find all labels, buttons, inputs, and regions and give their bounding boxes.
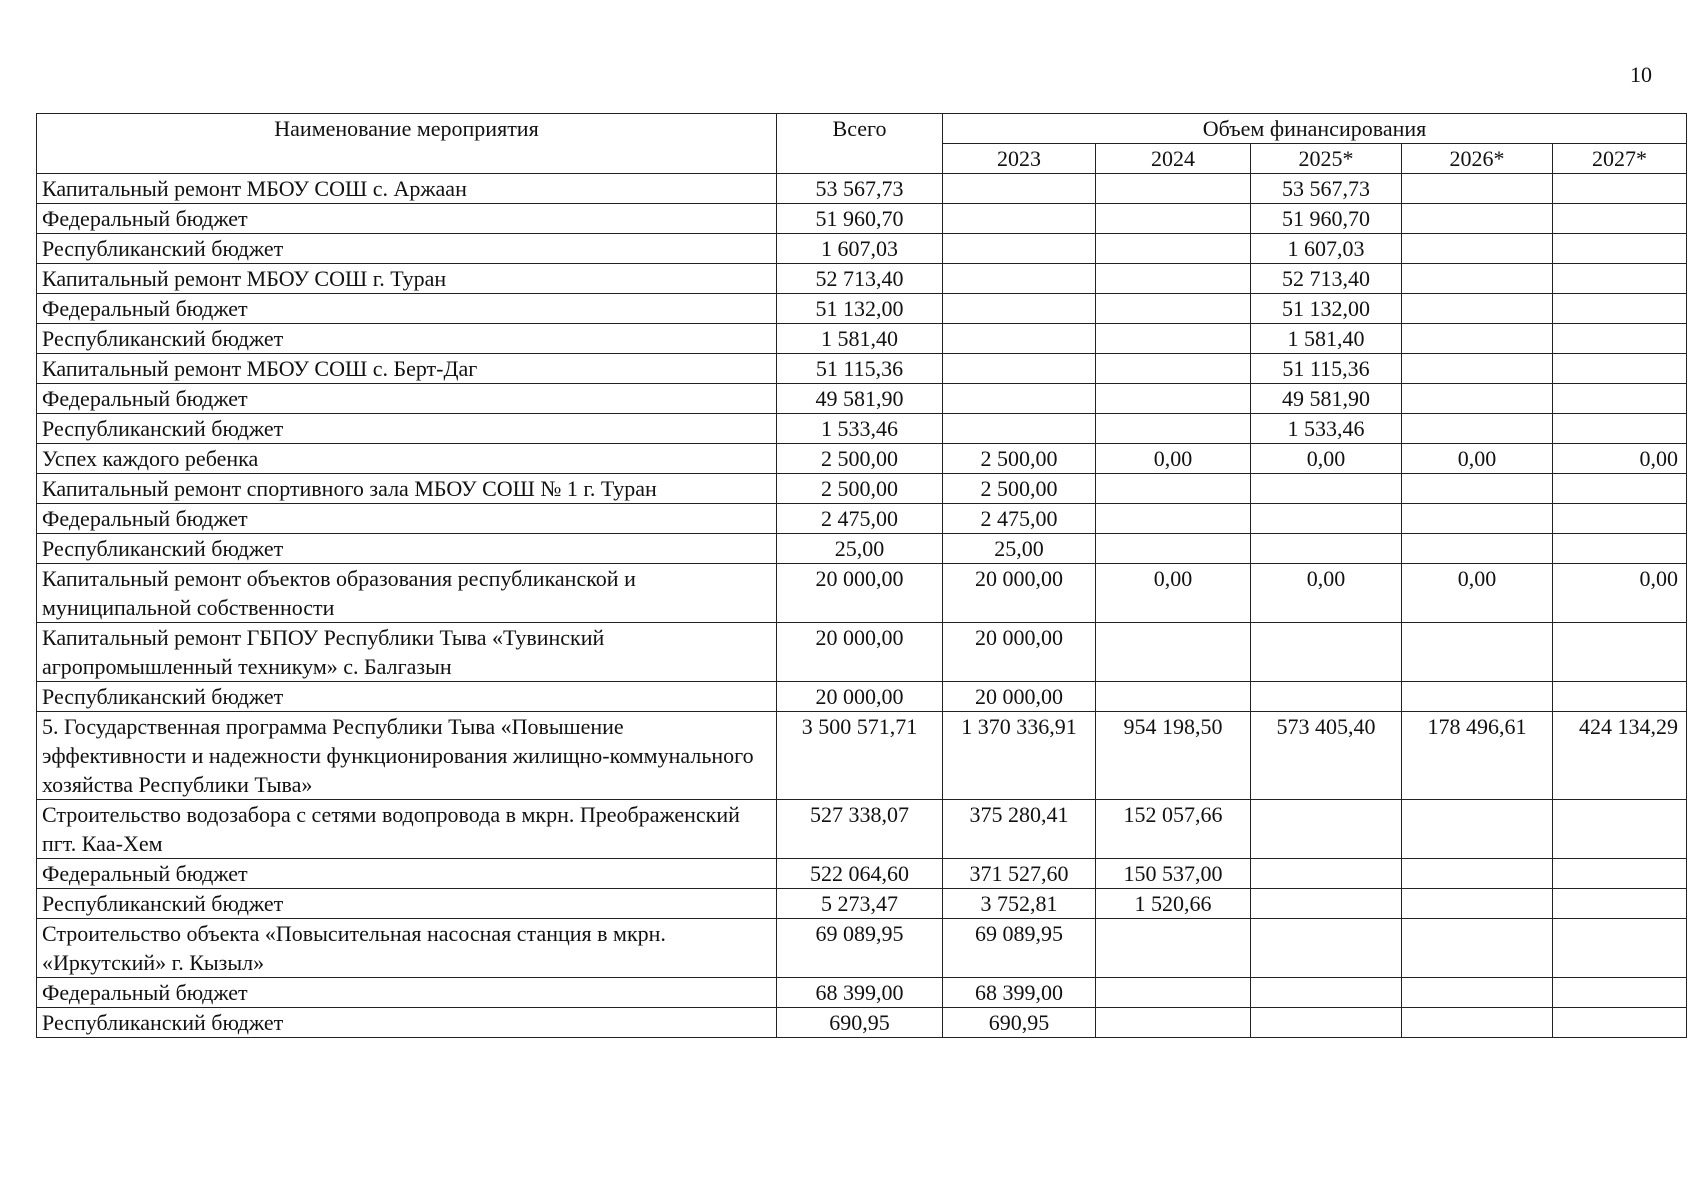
row-2025 (1251, 474, 1402, 504)
table-row (37, 294, 1687, 324)
row-total: 25,00 (777, 534, 943, 564)
row-name: Капитальный ремонт МБОУ СОШ г. Туран (37, 264, 777, 294)
row-total: 53 567,73 (777, 174, 943, 204)
row-2027: 0,00 (1553, 564, 1687, 623)
row-2026: 0,00 (1402, 564, 1553, 623)
row-name: Республиканский бюджет (37, 889, 777, 919)
row-2023: 20 000,00 (943, 623, 1096, 682)
row-name: Капитальный ремонт ГБПОУ Республики Тыва «Тувинский агропромышленный техникум» с. Балгазын (37, 623, 777, 682)
table-row (37, 384, 1687, 414)
row-2023 (943, 264, 1096, 294)
row-total: 68 399,00 (777, 978, 943, 1008)
row-2027 (1553, 978, 1687, 1008)
row-2027: 424 134,29 (1553, 712, 1687, 800)
row-name: Строительство водозабора с сетями водопровода в мкрн. Преображенский пгт. Каа-Хем (37, 800, 777, 859)
row-2023: 1 370 336,91 (943, 712, 1096, 800)
row-2025: 51 132,00 (1251, 294, 1402, 324)
row-name: Республиканский бюджет (37, 534, 777, 564)
row-2026 (1402, 264, 1553, 294)
header-total: Всего (777, 114, 943, 174)
row-2025: 51 115,36 (1251, 354, 1402, 384)
row-total: 2 500,00 (777, 444, 943, 474)
row-2027 (1553, 204, 1687, 234)
row-2025: 0,00 (1251, 444, 1402, 474)
row-total: 51 115,36 (777, 354, 943, 384)
row-2026 (1402, 504, 1553, 534)
table-row (37, 919, 1687, 978)
row-name: 5. Государственная программа Республики Тыва «Повышение эффективности и надежности функционирования жилищно-коммунального хозяйства Республики Тыва» (37, 712, 777, 800)
row-2025: 53 567,73 (1251, 174, 1402, 204)
row-2026 (1402, 414, 1553, 444)
row-2026: 178 496,61 (1402, 712, 1553, 800)
row-2023: 371 527,60 (943, 859, 1096, 889)
row-2027: 0,00 (1553, 444, 1687, 474)
row-2023: 2 475,00 (943, 504, 1096, 534)
row-name: Федеральный бюджет (37, 859, 777, 889)
row-total: 20 000,00 (777, 682, 943, 712)
row-2026 (1402, 534, 1553, 564)
row-2025: 1 581,40 (1251, 324, 1402, 354)
row-total: 52 713,40 (777, 264, 943, 294)
row-2026 (1402, 978, 1553, 1008)
header-year-2025: 2025* (1251, 144, 1402, 174)
table-row (37, 712, 1687, 800)
row-2024 (1096, 1008, 1251, 1038)
row-2024: 0,00 (1096, 564, 1251, 623)
table-row (37, 800, 1687, 859)
header-year-2024: 2024 (1096, 144, 1251, 174)
row-2027 (1553, 294, 1687, 324)
header-year-2026: 2026* (1402, 144, 1553, 174)
row-2027 (1553, 534, 1687, 564)
row-name: Строительство объекта «Повысительная насосная станция в мкрн. «Иркутский» г. Кызыл» (37, 919, 777, 978)
row-2024 (1096, 474, 1251, 504)
row-2027 (1553, 504, 1687, 534)
row-2025 (1251, 1008, 1402, 1038)
row-name: Республиканский бюджет (37, 1008, 777, 1038)
row-2024 (1096, 682, 1251, 712)
financing-table (36, 113, 1687, 1038)
row-2027 (1553, 324, 1687, 354)
row-total: 1 581,40 (777, 324, 943, 354)
row-name: Федеральный бюджет (37, 504, 777, 534)
row-2026 (1402, 919, 1553, 978)
row-total: 20 000,00 (777, 623, 943, 682)
row-name: Капитальный ремонт МБОУ СОШ с. Аржаан (37, 174, 777, 204)
row-2024 (1096, 174, 1251, 204)
row-total: 51 132,00 (777, 294, 943, 324)
row-2023 (943, 324, 1096, 354)
row-2024 (1096, 324, 1251, 354)
row-name: Республиканский бюджет (37, 414, 777, 444)
row-2025 (1251, 682, 1402, 712)
row-2023: 20 000,00 (943, 564, 1096, 623)
table-header (37, 114, 1687, 174)
row-2025 (1251, 889, 1402, 919)
row-2027 (1553, 174, 1687, 204)
row-2026 (1402, 800, 1553, 859)
row-2025 (1251, 800, 1402, 859)
row-2023 (943, 354, 1096, 384)
row-2027 (1553, 919, 1687, 978)
row-2024 (1096, 264, 1251, 294)
table-row (37, 1008, 1687, 1038)
table-row (37, 474, 1687, 504)
table-row (37, 504, 1687, 534)
row-2027 (1553, 264, 1687, 294)
header-year-2023: 2023 (943, 144, 1096, 174)
table-row (37, 234, 1687, 264)
row-name: Федеральный бюджет (37, 978, 777, 1008)
table-row (37, 264, 1687, 294)
table-row (37, 978, 1687, 1008)
table-row (37, 564, 1687, 623)
row-2023: 2 500,00 (943, 474, 1096, 504)
row-2024 (1096, 504, 1251, 534)
table-row (37, 174, 1687, 204)
row-2024 (1096, 234, 1251, 264)
row-2026 (1402, 474, 1553, 504)
row-2024: 150 537,00 (1096, 859, 1251, 889)
row-2023: 375 280,41 (943, 800, 1096, 859)
row-2026 (1402, 1008, 1553, 1038)
table-row (37, 889, 1687, 919)
row-2027 (1553, 682, 1687, 712)
row-2023 (943, 234, 1096, 264)
row-name: Капитальный ремонт объектов образования республиканской и муниципальной собственности (37, 564, 777, 623)
row-2027 (1553, 384, 1687, 414)
row-2027 (1553, 889, 1687, 919)
row-2024 (1096, 623, 1251, 682)
row-total: 690,95 (777, 1008, 943, 1038)
row-2026 (1402, 682, 1553, 712)
row-total: 3 500 571,71 (777, 712, 943, 800)
row-total: 2 475,00 (777, 504, 943, 534)
row-total: 527 338,07 (777, 800, 943, 859)
row-2026: 0,00 (1402, 444, 1553, 474)
row-2024 (1096, 534, 1251, 564)
row-2023: 20 000,00 (943, 682, 1096, 712)
table-row (37, 324, 1687, 354)
row-2025 (1251, 919, 1402, 978)
row-2023 (943, 384, 1096, 414)
row-2027 (1553, 354, 1687, 384)
row-2023 (943, 294, 1096, 324)
row-2027 (1553, 859, 1687, 889)
row-2025: 1 533,46 (1251, 414, 1402, 444)
row-total: 49 581,90 (777, 384, 943, 414)
row-total: 20 000,00 (777, 564, 943, 623)
row-2027 (1553, 474, 1687, 504)
row-2026 (1402, 324, 1553, 354)
table-body (37, 174, 1687, 1038)
row-2024 (1096, 384, 1251, 414)
table-row (37, 682, 1687, 712)
row-2023: 25,00 (943, 534, 1096, 564)
row-2025: 51 960,70 (1251, 204, 1402, 234)
row-2025 (1251, 978, 1402, 1008)
row-2026 (1402, 204, 1553, 234)
row-total: 69 089,95 (777, 919, 943, 978)
table-row (37, 414, 1687, 444)
row-2025: 1 607,03 (1251, 234, 1402, 264)
row-2025 (1251, 859, 1402, 889)
row-2027 (1553, 623, 1687, 682)
row-2025: 52 713,40 (1251, 264, 1402, 294)
row-total: 5 273,47 (777, 889, 943, 919)
row-2027 (1553, 1008, 1687, 1038)
row-name: Республиканский бюджет (37, 234, 777, 264)
row-2025 (1251, 504, 1402, 534)
row-2023: 3 752,81 (943, 889, 1096, 919)
row-2024: 954 198,50 (1096, 712, 1251, 800)
row-2024: 0,00 (1096, 444, 1251, 474)
row-total: 522 064,60 (777, 859, 943, 889)
row-2027 (1553, 800, 1687, 859)
row-2026 (1402, 623, 1553, 682)
row-2027 (1553, 414, 1687, 444)
header-year-2027: 2027* (1553, 144, 1687, 174)
row-total: 51 960,70 (777, 204, 943, 234)
row-2025: 49 581,90 (1251, 384, 1402, 414)
row-name: Республиканский бюджет (37, 324, 777, 354)
page-number: 10 (1630, 62, 1652, 87)
row-2023 (943, 204, 1096, 234)
row-name: Федеральный бюджет (37, 204, 777, 234)
row-2026 (1402, 234, 1553, 264)
row-2023: 690,95 (943, 1008, 1096, 1038)
row-2024 (1096, 919, 1251, 978)
row-2025 (1251, 623, 1402, 682)
row-name: Федеральный бюджет (37, 294, 777, 324)
row-total: 1 533,46 (777, 414, 943, 444)
row-name: Успех каждого ребенка (37, 444, 777, 474)
row-2026 (1402, 354, 1553, 384)
row-2027 (1553, 234, 1687, 264)
row-2024 (1096, 294, 1251, 324)
row-2023: 2 500,00 (943, 444, 1096, 474)
row-2026 (1402, 174, 1553, 204)
row-2023: 68 399,00 (943, 978, 1096, 1008)
row-total: 1 607,03 (777, 234, 943, 264)
row-total: 2 500,00 (777, 474, 943, 504)
row-2025: 573 405,40 (1251, 712, 1402, 800)
header-funding: Объем финансирования (943, 114, 1687, 144)
table-row (37, 534, 1687, 564)
header-name: Наименование мероприятия (37, 114, 777, 174)
row-2024 (1096, 354, 1251, 384)
row-2026 (1402, 294, 1553, 324)
table-row (37, 859, 1687, 889)
table-row (37, 623, 1687, 682)
table-row (37, 444, 1687, 474)
row-2024 (1096, 204, 1251, 234)
row-2026 (1402, 859, 1553, 889)
row-2023 (943, 174, 1096, 204)
row-2026 (1402, 384, 1553, 414)
table-row (37, 204, 1687, 234)
row-2023: 69 089,95 (943, 919, 1096, 978)
row-2024 (1096, 978, 1251, 1008)
row-2024: 152 057,66 (1096, 800, 1251, 859)
row-2024 (1096, 414, 1251, 444)
table-row (37, 354, 1687, 384)
row-2025: 0,00 (1251, 564, 1402, 623)
row-name: Федеральный бюджет (37, 384, 777, 414)
row-2023 (943, 414, 1096, 444)
row-name: Капитальный ремонт МБОУ СОШ с. Берт-Даг (37, 354, 777, 384)
row-name: Республиканский бюджет (37, 682, 777, 712)
row-name: Капитальный ремонт спортивного зала МБОУ СОШ № 1 г. Туран (37, 474, 777, 504)
row-2026 (1402, 889, 1553, 919)
row-2025 (1251, 534, 1402, 564)
row-2024: 1 520,66 (1096, 889, 1251, 919)
